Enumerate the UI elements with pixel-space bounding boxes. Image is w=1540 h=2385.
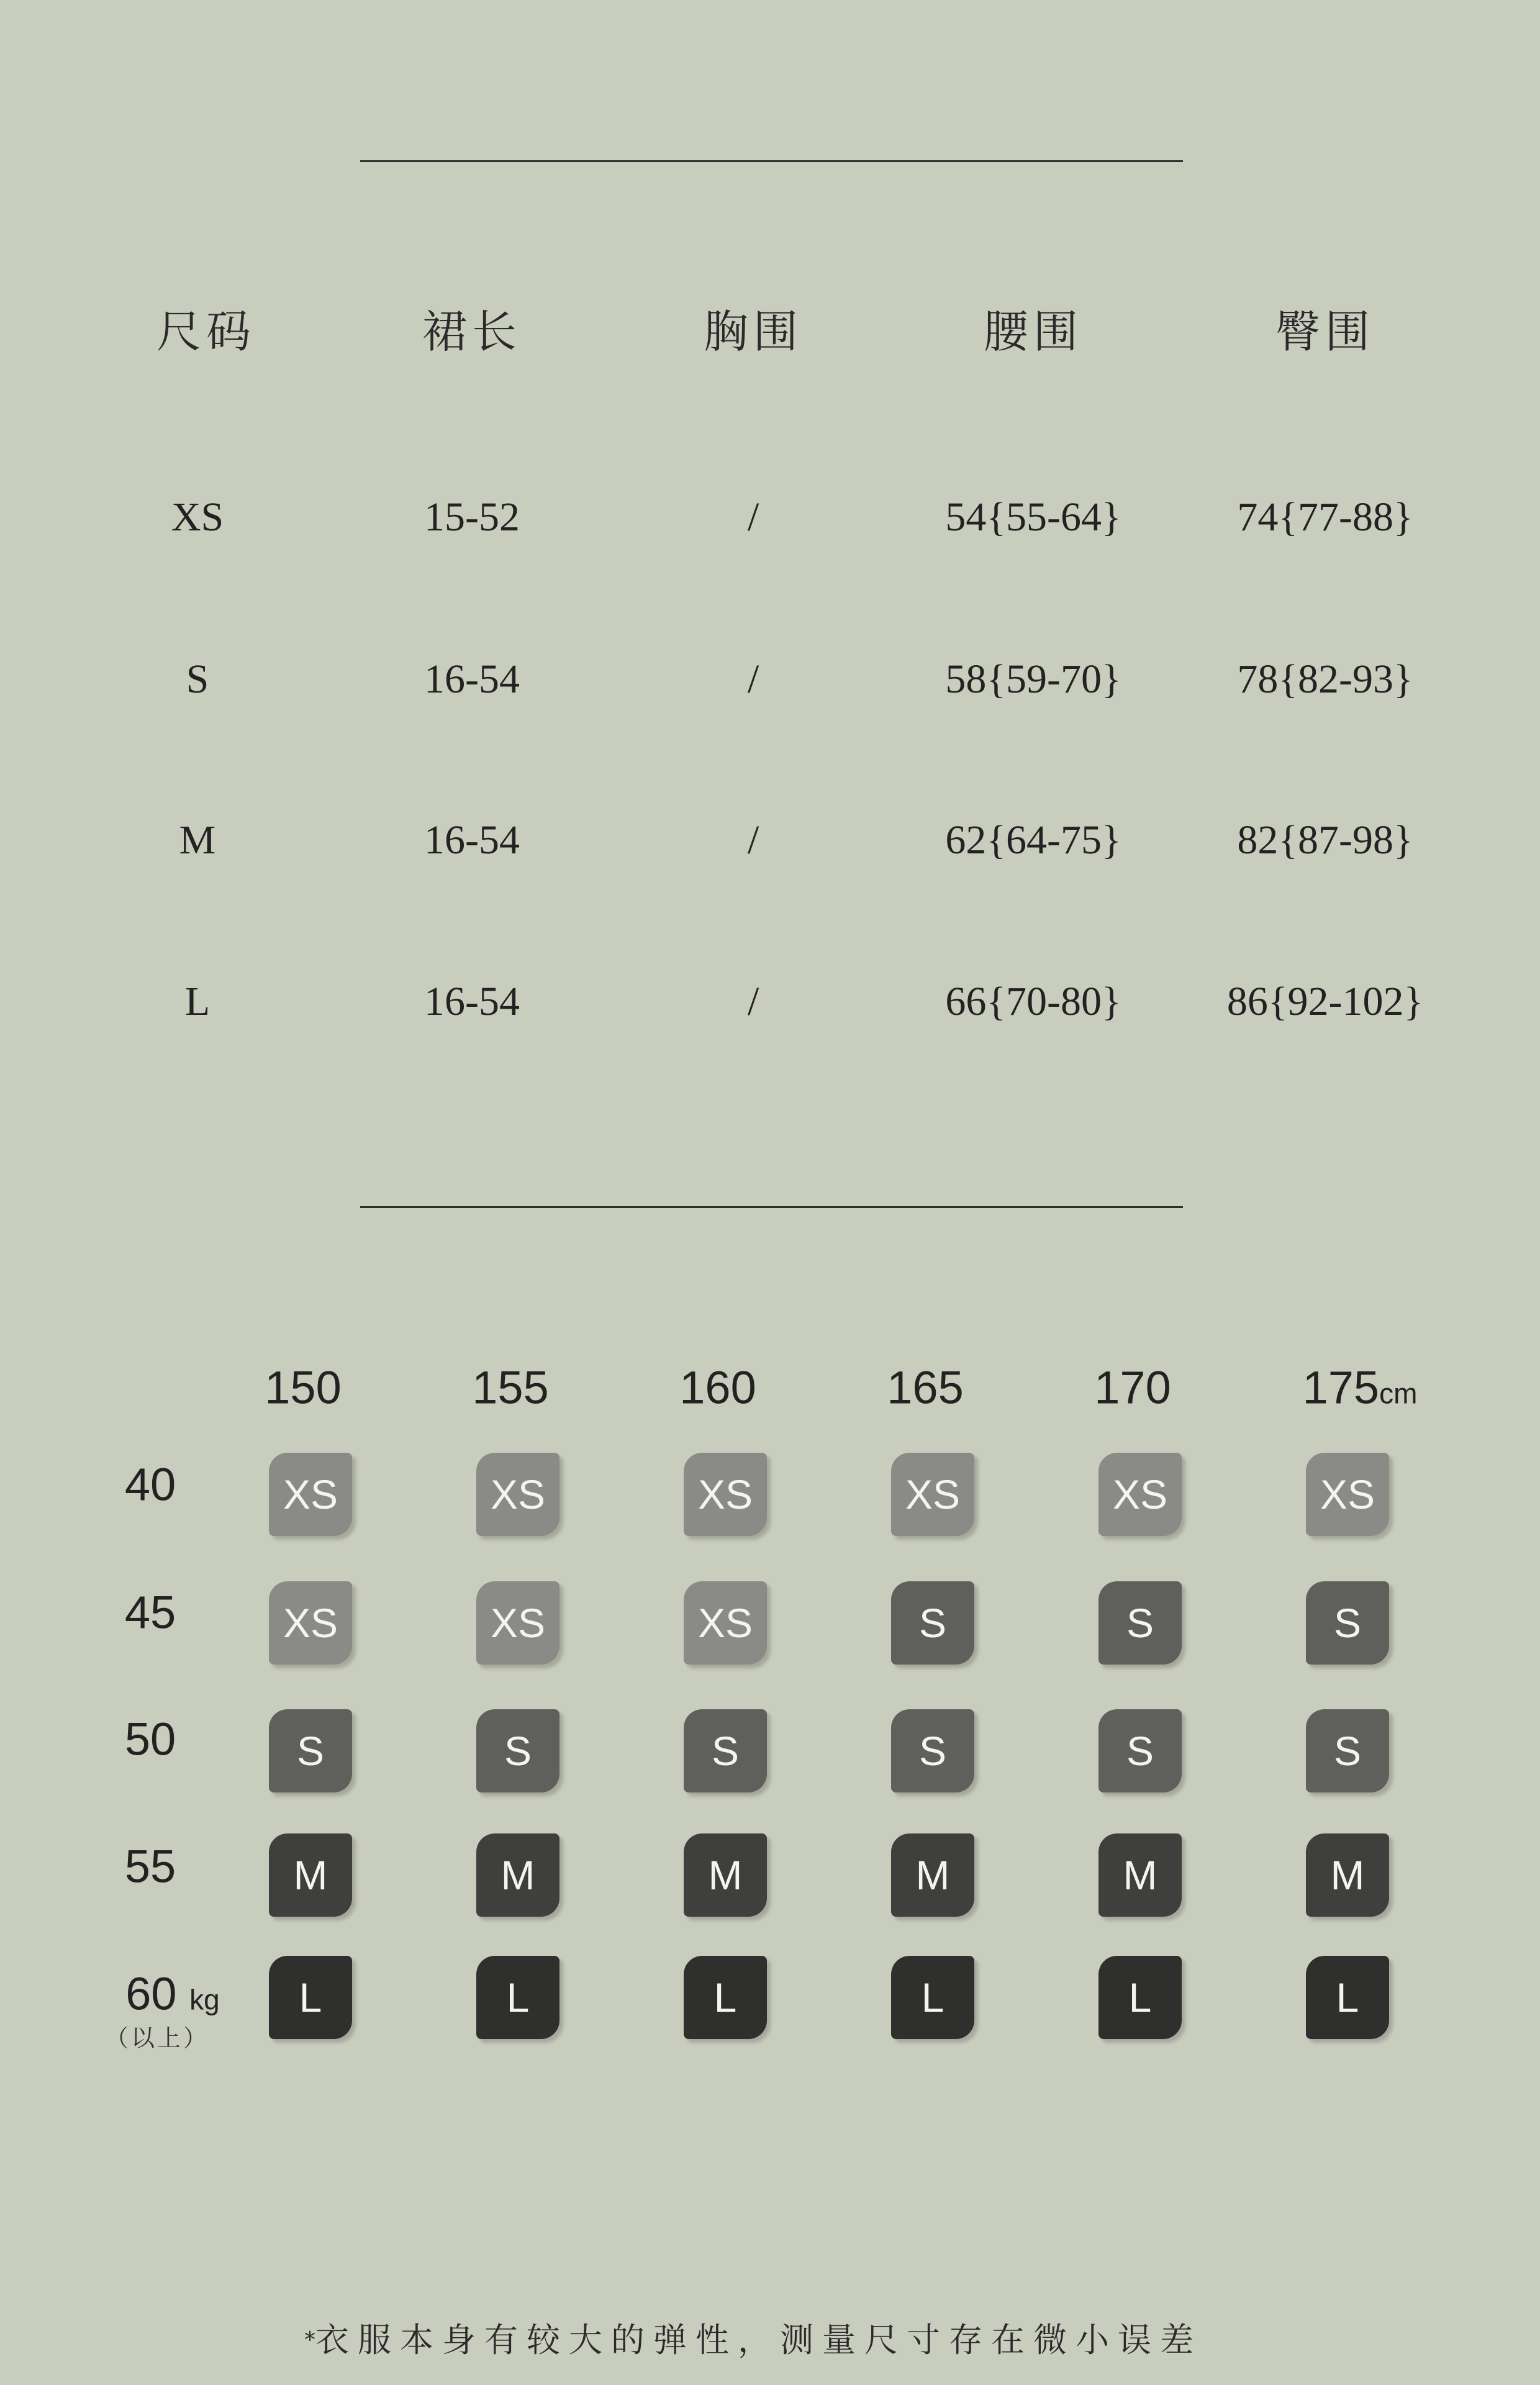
size-badge: S <box>1306 1581 1389 1665</box>
size-badge: M <box>684 1833 767 1917</box>
size-badge: S <box>269 1709 352 1792</box>
size-badge: L <box>269 1956 352 2039</box>
header-bust: 胸围 <box>703 306 804 358</box>
weight-50: 50 <box>124 1713 176 1765</box>
weight-unit: kg <box>189 1983 220 2016</box>
header-skirt-length: 裙长 <box>422 306 522 358</box>
height-160: 160 <box>679 1361 756 1414</box>
size-badge: XS <box>1098 1453 1182 1536</box>
size-badge: L <box>1098 1956 1182 2039</box>
footer-note <box>304 2318 1298 2363</box>
size-badge: M <box>1098 1833 1182 1917</box>
row-m-waist: 62{64-75} <box>945 817 1121 863</box>
weight-45: 45 <box>124 1586 176 1638</box>
size-badge: M <box>476 1833 559 1917</box>
weight-60: 60 kg <box>125 1968 220 2020</box>
weight-note: （以上） <box>104 2024 210 2052</box>
height-170: 170 <box>1094 1361 1171 1414</box>
top-divider <box>360 160 1183 162</box>
size-badge: S <box>891 1709 974 1792</box>
row-xs-length: 15-52 <box>424 494 520 540</box>
size-badge: XS <box>269 1453 352 1536</box>
row-m-hip: 82{87-98} <box>1237 817 1413 863</box>
row-m-bust: / <box>747 817 759 863</box>
row-xs-hip: 74{77-88} <box>1237 494 1413 540</box>
size-badge: XS <box>684 1581 767 1665</box>
size-badge: XS <box>269 1581 352 1665</box>
size-badge: M <box>891 1833 974 1917</box>
size-badge: S <box>1306 1709 1389 1792</box>
row-l-waist: 66{70-80} <box>945 979 1121 1024</box>
row-l-hip: 86{92-102} <box>1226 979 1424 1024</box>
size-badge: S <box>1098 1581 1182 1665</box>
row-s-length: 16-54 <box>424 656 520 702</box>
row-l-length: 16-54 <box>424 979 520 1024</box>
footer-star: * <box>304 2327 315 2353</box>
row-s-bust: / <box>747 656 759 702</box>
row-l-size: L <box>184 979 211 1024</box>
row-m-size: M <box>179 817 216 863</box>
size-badge: M <box>269 1833 352 1917</box>
row-l-bust: / <box>747 979 759 1024</box>
row-xs-size: XS <box>171 494 224 540</box>
header-hip: 臀围 <box>1275 306 1375 358</box>
height-165: 165 <box>887 1361 964 1414</box>
row-xs-bust: / <box>747 494 759 540</box>
size-badge: XS <box>476 1581 559 1665</box>
row-s-hip: 78{82-93} <box>1237 656 1413 702</box>
row-m-length: 16-54 <box>424 817 520 863</box>
height-155: 155 <box>472 1361 549 1414</box>
middle-divider <box>360 1206 1183 1208</box>
weight-40: 40 <box>124 1458 176 1510</box>
size-badge: L <box>476 1956 559 2039</box>
weight-55: 55 <box>124 1840 176 1892</box>
footer-line-1: 衣服本身有较大的弹性，测量尺寸存在微小误差 <box>315 2320 1202 2360</box>
row-xs-waist: 54{55-64} <box>945 494 1121 540</box>
size-badge: L <box>891 1956 974 2039</box>
height-150: 150 <box>265 1361 342 1414</box>
height-175: 175cm <box>1302 1361 1418 1414</box>
size-badge: XS <box>891 1453 974 1536</box>
size-badge: XS <box>476 1453 559 1536</box>
size-badge: S <box>476 1709 559 1792</box>
size-badge: M <box>1306 1833 1389 1917</box>
row-s-size: S <box>186 656 209 702</box>
height-unit: cm <box>1379 1377 1418 1410</box>
size-badge: XS <box>684 1453 767 1536</box>
header-size: 尺码 <box>156 306 256 358</box>
size-badge: S <box>1098 1709 1182 1792</box>
row-s-waist: 58{59-70} <box>945 656 1121 702</box>
size-badge: XS <box>1306 1453 1389 1536</box>
header-waist: 腰围 <box>983 306 1084 358</box>
size-badge: L <box>684 1956 767 2039</box>
size-badge: S <box>684 1709 767 1792</box>
size-badge: L <box>1306 1956 1389 2039</box>
size-badge: S <box>891 1581 974 1665</box>
